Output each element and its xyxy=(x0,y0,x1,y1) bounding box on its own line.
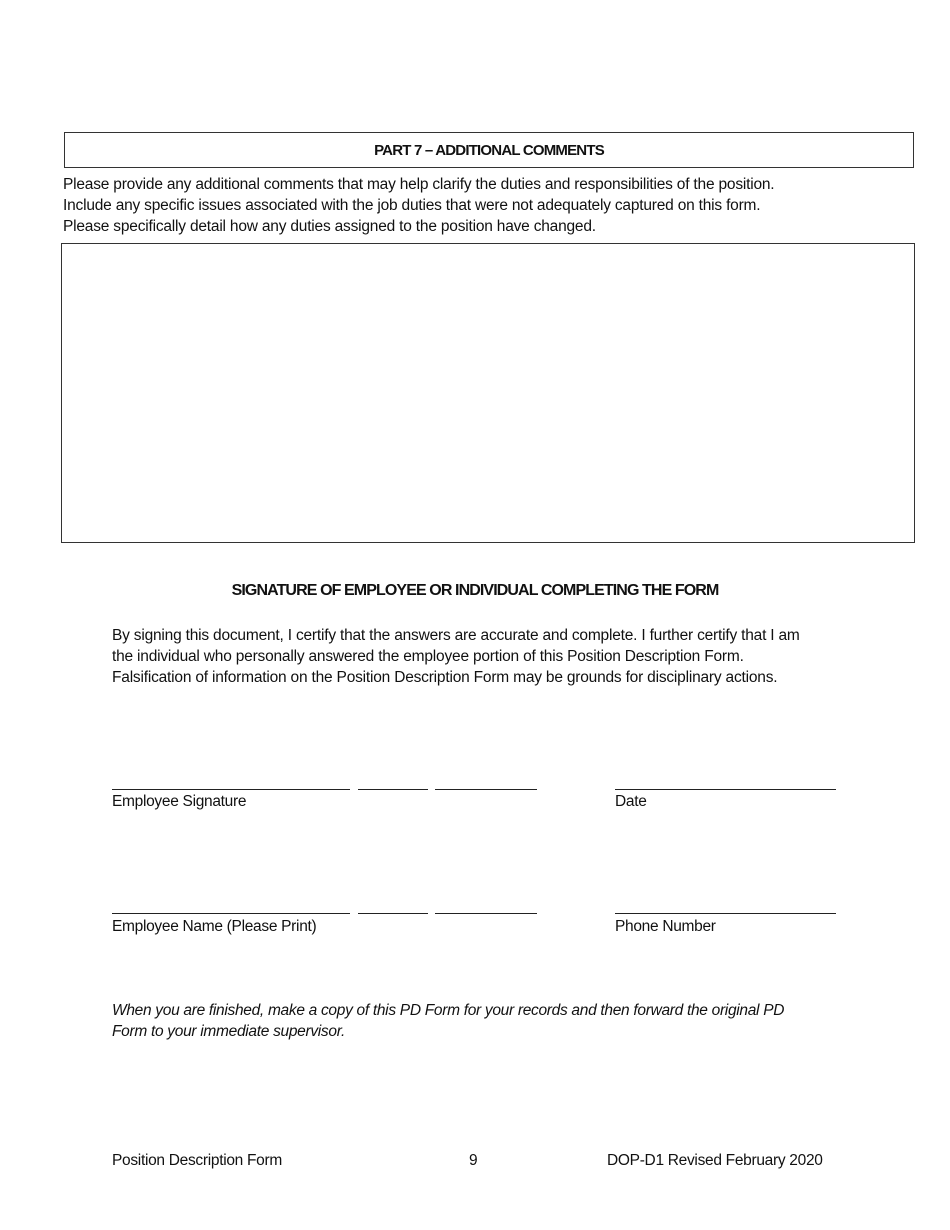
employee-name-line[interactable] xyxy=(435,913,537,914)
instruction-line: Include any specific issues associated with the job duties that were not adequately captured on this form. xyxy=(63,197,761,214)
employee-signature-line[interactable] xyxy=(435,789,537,790)
closing-line: When you are finished, make a copy of this PD Form for your records and then forward the original PD xyxy=(112,1002,785,1019)
employee-name-line[interactable] xyxy=(358,913,428,914)
closing-instructions xyxy=(112,1000,832,1042)
certification-line: Falsification of information on the Position Description Form may be grounds for disciplinary actions. xyxy=(112,669,778,686)
phone-number-line[interactable] xyxy=(615,913,836,914)
date-label: Date xyxy=(615,793,647,810)
footer-revision: DOP-D1 Revised February 2020 xyxy=(607,1152,823,1169)
part-7-title: PART 7 – ADDITIONAL COMMENTS xyxy=(374,141,604,159)
employee-signature-line[interactable] xyxy=(358,789,428,790)
part-7-instructions xyxy=(63,174,923,237)
employee-name-line[interactable] xyxy=(112,913,350,914)
phone-number-label: Phone Number xyxy=(615,918,716,935)
footer-form-name: Position Description Form xyxy=(112,1152,282,1169)
part-7-header xyxy=(64,132,914,168)
employee-signature-line[interactable] xyxy=(112,789,350,790)
date-line[interactable] xyxy=(615,789,836,790)
footer-page-number: 9 xyxy=(469,1152,478,1169)
certification-line: By signing this document, I certify that the answers are accurate and complete. I further certify that I am xyxy=(112,627,800,644)
instruction-line: Please specifically detail how any duties assigned to the position have changed. xyxy=(63,218,596,235)
employee-signature-label: Employee Signature xyxy=(112,793,247,810)
instruction-line: Please provide any additional comments that may help clarify the duties and responsibilities of the position. xyxy=(63,176,775,193)
certification-statement xyxy=(112,625,892,688)
closing-line: Form to your immediate supervisor. xyxy=(112,1023,345,1040)
signature-section-heading: SIGNATURE OF EMPLOYEE OR INDIVIDUAL COMPLETING THE FORM xyxy=(231,582,719,599)
certification-line: the individual who personally answered the employee portion of this Position Description Form. xyxy=(112,648,744,665)
additional-comments-field[interactable] xyxy=(61,243,915,543)
employee-name-label: Employee Name (Please Print) xyxy=(112,918,317,935)
